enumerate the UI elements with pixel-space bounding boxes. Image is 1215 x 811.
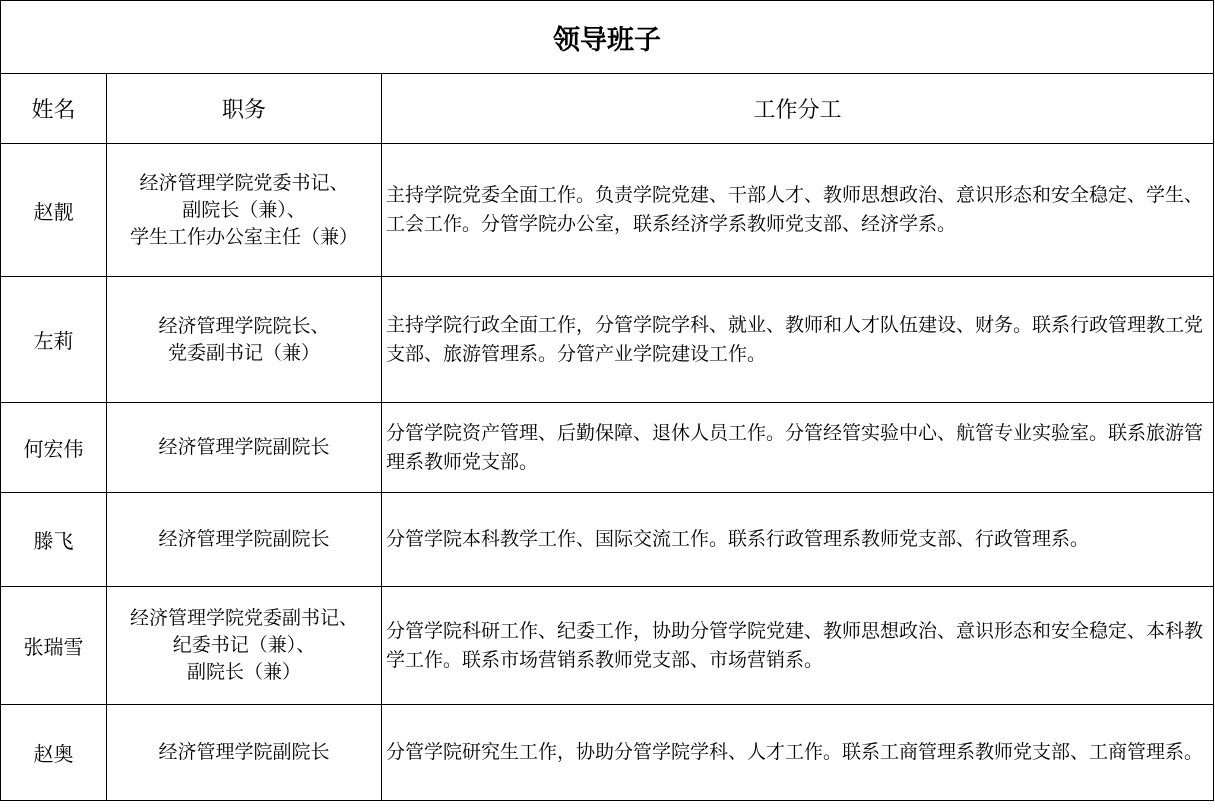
leader-name: 赵靓 bbox=[1, 144, 107, 277]
table-row bbox=[1, 403, 1214, 493]
title-row bbox=[1, 1, 1214, 74]
table-row bbox=[1, 144, 1214, 277]
position-line: 经济管理学院副院长 bbox=[158, 436, 330, 458]
header-position: 职务 bbox=[107, 74, 382, 144]
position-line: 副院长（兼）、 bbox=[182, 198, 306, 221]
leader-name: 何宏伟 bbox=[1, 403, 107, 493]
leader-duties: 分管学院资产管理、后勤保障、退休人员工作。分管经管实验中心、航管专业实验室。联系旅游管理系教师党支部。 bbox=[382, 403, 1214, 493]
leader-duties: 主持学院党委全面工作。负责学院党建、干部人才、教师思想政治、意识形态和安全稳定、学生、工会工作。分管学院办公室，联系经济学系教师党支部、经济学系。 bbox=[382, 144, 1214, 277]
leader-position bbox=[107, 705, 382, 801]
leader-position bbox=[107, 493, 382, 587]
position-line: 纪委书记（兼）、 bbox=[172, 634, 316, 656]
position-line: 经济管理学院副院长 bbox=[158, 741, 330, 763]
header-name: 姓名 bbox=[1, 74, 107, 144]
table-row bbox=[1, 493, 1214, 587]
position-line: 经济管理学院党委书记、 bbox=[139, 171, 349, 194]
header-row bbox=[1, 74, 1214, 144]
position-line: 经济管理学院党委副书记、 bbox=[129, 607, 358, 629]
position-line: 经济管理学院副院长 bbox=[158, 528, 330, 550]
leader-position bbox=[107, 144, 382, 277]
leader-duties: 分管学院科研工作、纪委工作，协助分管学院党建、教师思想政治、意识形态和安全稳定、本科教学工作。联系市场营销系教师党支部、市场营销系。 bbox=[382, 587, 1214, 705]
position-line: 党委副书记（兼） bbox=[167, 341, 320, 364]
leader-duties: 主持学院行政全面工作，分管学院学科、就业、教师和人才队伍建设、财务。联系行政管理教工党支部、旅游管理系。分管产业学院建设工作。 bbox=[382, 277, 1214, 403]
header-duties: 工作分工 bbox=[382, 74, 1214, 144]
leader-duties: 分管学院研究生工作，协助分管学院学科、人才工作。联系工商管理系教师党支部、工商管理系。 bbox=[382, 705, 1214, 801]
leader-position bbox=[107, 277, 382, 403]
leader-position bbox=[107, 587, 382, 705]
table-title: 领导班子 bbox=[1, 1, 1214, 74]
leader-name: 左莉 bbox=[1, 277, 107, 403]
leader-position bbox=[107, 403, 382, 493]
leader-name: 张瑞雪 bbox=[1, 587, 107, 705]
position-line: 经济管理学院院长、 bbox=[158, 314, 330, 337]
table-row bbox=[1, 587, 1214, 705]
leader-name: 滕飞 bbox=[1, 493, 107, 587]
position-line: 学生工作办公室主任（兼） bbox=[129, 225, 358, 248]
leader-duties: 分管学院本科教学工作、国际交流工作。联系行政管理系教师党支部、行政管理系。 bbox=[382, 493, 1214, 587]
table-row bbox=[1, 705, 1214, 801]
leader-name: 赵奥 bbox=[1, 705, 107, 801]
position-line: 副院长（兼） bbox=[186, 661, 301, 683]
table-row bbox=[1, 277, 1214, 403]
